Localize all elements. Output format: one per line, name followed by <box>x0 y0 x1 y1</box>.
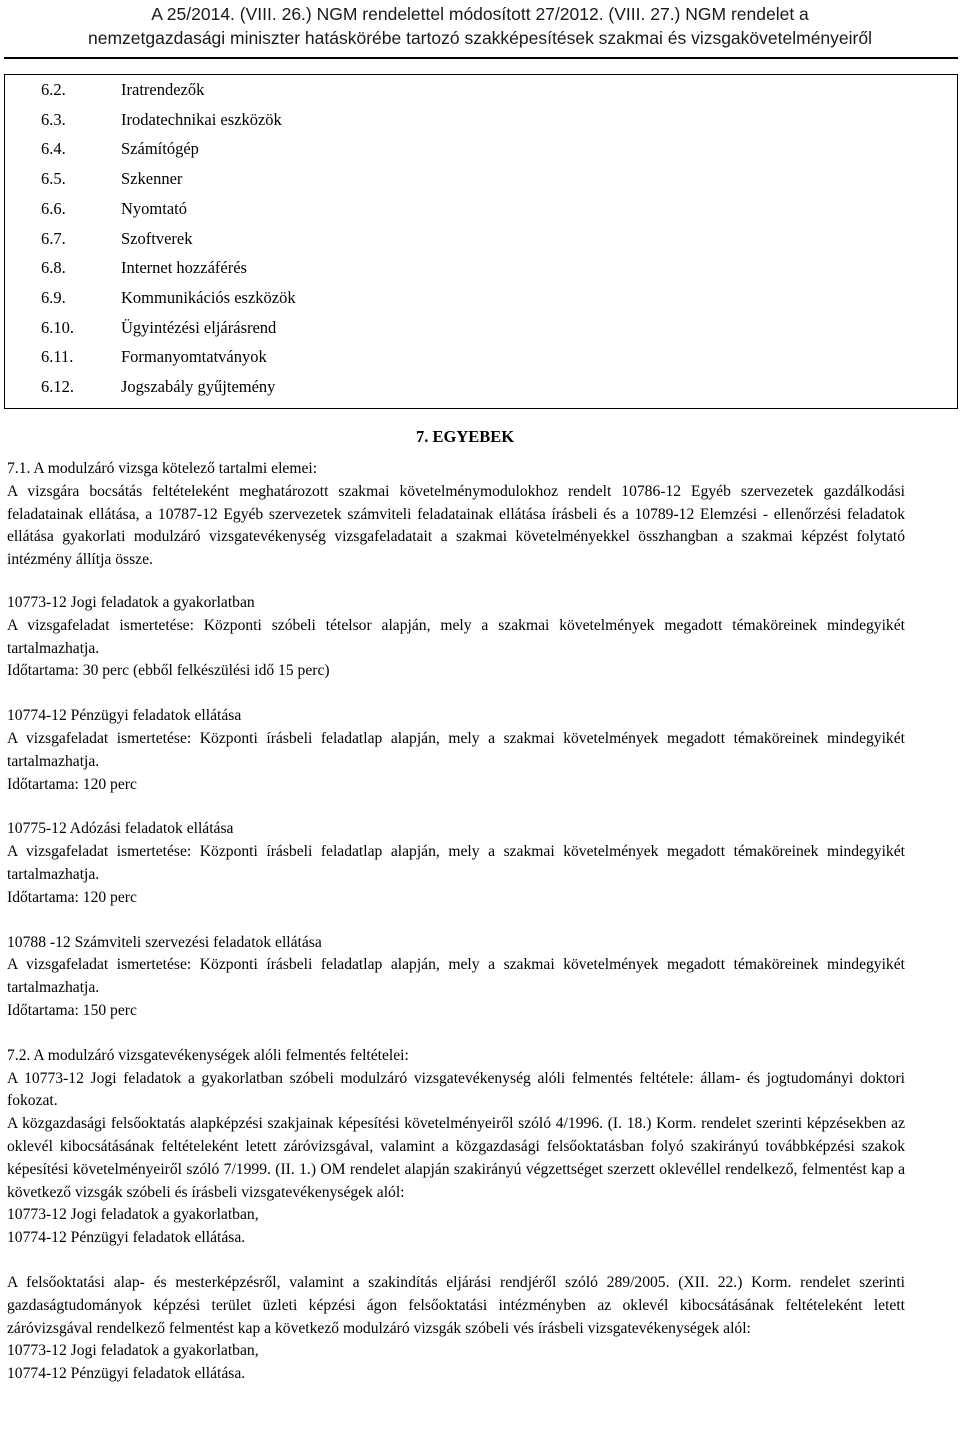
spacer <box>7 910 905 932</box>
item-number: 6.10. <box>41 317 74 337</box>
module-description: A vizsgafeladat ismertetése: Központi írásbeli feladatlap alapján, mely a szakmai követelmények megadott témaköreinek mindegyikét tartalmazhatja. <box>7 843 905 883</box>
spacer <box>7 1023 905 1045</box>
spacer <box>7 796 905 818</box>
module-duration: Időtartama: 120 perc <box>7 775 137 793</box>
module-title: 10773-12 Jogi feladatok a gyakorlatban <box>7 593 255 611</box>
spacer <box>7 683 905 705</box>
spacer <box>7 1250 905 1272</box>
item-number: 6.2. <box>41 80 66 99</box>
subsection-title: 7.1. A modulzáró vizsga kötelező tartalmi elemei: <box>7 460 318 477</box>
item-label: Számítógép <box>121 139 199 159</box>
item-number: 6.4. <box>41 139 66 159</box>
paragraph: A közgazdasági felsőoktatás alapképzési szakjainak képesítési követelményeiről szóló 4/1996. (I. 18.) Korm. rendelet szerinti képzésekben az oklevél kibocsátásának feltételeként letett záróvizsgával, valamint a közgazdasági felsőoktatásban folyó szakirányú továbbképzési szakok képesítési követelményeiről szóló 7/1999. (II. 1.) OM rendelet alapján szakirányú végzettséget szerzett oklevéllel rendelkező, felmentést kap a következő vizsgák szóbeli és írásbeli vizsgatevékenységek alól: <box>7 1115 905 1201</box>
item-number: 6.7. <box>41 228 66 248</box>
header-divider <box>4 57 958 59</box>
item-label: Szoftverek <box>121 228 193 248</box>
equipment-list-box <box>4 74 958 409</box>
item-number: 6.8. <box>41 258 66 278</box>
item-label: Iratrendezők <box>121 80 205 99</box>
module-duration: Időtartama: 150 perc <box>7 1001 137 1019</box>
item-label: Ügyintézési eljárásrend <box>121 317 277 337</box>
module-description: A vizsgafeladat ismertetése: Központi szóbeli tételsor alapján, mely a szakmai követelmények megadott témaköreinek mindegyikét tartalmazhatja. <box>7 616 905 657</box>
module-duration: Időtartama: 30 perc (ebből felkészülési idő 15 perc) <box>7 662 330 680</box>
list-item: 10774-12 Pénzügyi feladatok ellátása. <box>7 1229 246 1247</box>
module-description: A vizsgafeladat ismertetése: Központi írásbeli feladatlap alapján, mely a szakmai követelmények megadott témaköreinek mindegyikét tartalmazhatja. <box>7 729 905 770</box>
section-heading: 7. EGYEBEK <box>416 427 515 446</box>
header-line-1: A 25/2014. (VIII. 26.) NGM rendelettel módosított 27/2012. (VIII. 27.) NGM rendelet a <box>151 4 809 24</box>
item-number: 6.5. <box>41 169 66 189</box>
list-item: 10773-12 Jogi feladatok a gyakorlatban, <box>7 1206 259 1224</box>
paragraph: A vizsgára bocsátás feltételeként meghatározott szakmai követelménymodulokhoz rendelt 10786-12 Egyéb szervezetek gazdálkodási feladatainak ellátása, a 10787-12 Egyéb szervezetek számviteli feladatainak ellátása írásbeli és a 10789-12 Elemzési - ellenőrzési feladatok ellátása gyakorlati modulzáró vizsgatevékenység vizsgafeladatait a szakmai követelményekkel összhangban a szakmai képzést folytató intézmény állítja össze. <box>7 482 905 569</box>
spacer <box>7 572 905 592</box>
item-number: 6.6. <box>41 198 66 218</box>
module-description: A vizsgafeladat ismertetése: Központi írásbeli feladatlap alapján, mely a szakmai követelmények megadott témaköreinek mindegyikét tartalmazhatja. <box>7 956 905 997</box>
document-header <box>0 2 960 50</box>
item-label: Formanyomtatványok <box>121 347 267 367</box>
module-title: 10788 -12 Számviteli szervezési feladatok ellátása <box>7 933 322 951</box>
module-duration: Időtartama: 120 perc <box>7 888 137 906</box>
module-title: 10774-12 Pénzügyi feladatok ellátása <box>7 707 242 725</box>
paragraph: A 10773-12 Jogi feladatok a gyakorlatban szóbeli modulzáró vizsgatevékenység alóli felmentés feltétele: állam- és jogtudományi doktori fokozat. <box>7 1069 905 1110</box>
document-body <box>7 458 905 1386</box>
item-label: Irodatechnikai eszközök <box>121 109 282 129</box>
list-item: 10774-12 Pénzügyi feladatok ellátása. <box>7 1365 246 1383</box>
item-number: 6.12. <box>41 377 74 396</box>
item-number: 6.3. <box>41 109 66 129</box>
paragraph: A felsőoktatási alap- és mesterképzésről, valamint a szakindítás eljárási rendjéről szóló 289/2005. (XII. 22.) Korm. rendelet szerinti gazdaságtudományok képzési terület üzleti képzési ágon felsőoktatási intézményben az oklevél kibocsátásának feltételeként letett záróvizsgával rendelkező felmentést kap a következő modulzáró vizsgák szóbeli vés írásbeli vizsgatevékenységek alól: <box>7 1273 905 1337</box>
item-number: 6.9. <box>41 287 66 307</box>
item-label: Jogszabály gyűjtemény <box>121 377 276 396</box>
module-title: 10775-12 Adózási feladatok ellátása <box>7 820 234 838</box>
header-line-2: nemzetgazdasági miniszter hatáskörébe tartozó szakképesítések szakmai és vizsgakövetelményeiről <box>88 28 872 48</box>
item-label: Kommunikációs eszközök <box>121 287 296 307</box>
item-label: Internet hozzáférés <box>121 258 247 278</box>
item-label: Nyomtató <box>121 198 187 218</box>
item-label: Szkenner <box>121 169 183 189</box>
list-item: 10773-12 Jogi feladatok a gyakorlatban, <box>7 1342 259 1360</box>
item-number: 6.11. <box>41 347 74 367</box>
subsection-title: 7.2. A modulzáró vizsgatevékenységek alóli felmentés feltételei: <box>7 1046 409 1064</box>
